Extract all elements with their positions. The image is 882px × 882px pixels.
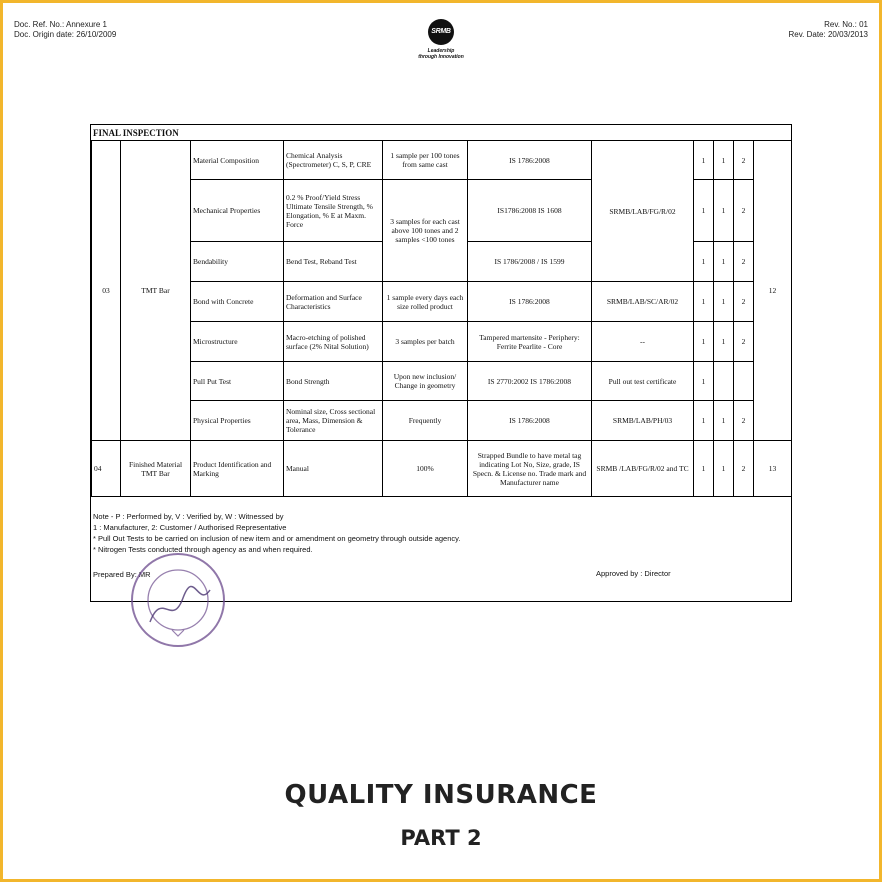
v-code: 1 xyxy=(714,401,734,441)
doc-ref-block xyxy=(14,20,116,40)
w-code: 2 xyxy=(734,441,754,497)
frequency: 1 sample every days each size rolled product xyxy=(383,282,468,322)
characteristic: Bond with Concrete xyxy=(191,282,284,322)
v-code: 1 xyxy=(714,141,734,180)
characteristic: Material Composition xyxy=(191,141,284,180)
table-row xyxy=(92,322,792,362)
note-line: * Nitrogen Tests conducted through agency as and when required. xyxy=(93,545,313,554)
acceptance: IS 1786:2008 xyxy=(468,141,592,180)
frequency: 3 samples for each cast above 100 tones and 2 samples <100 tones xyxy=(383,180,468,282)
characteristic: Pull Put Test xyxy=(191,362,284,401)
tagline-line-1: Leadership xyxy=(427,48,455,54)
method: Chemical Analysis (Spectrometer) C, S, P, CRE xyxy=(284,141,383,180)
method: Macro-etching of polished surface (2% Nital Solution) xyxy=(284,322,383,362)
approved-by: Approved by : Director xyxy=(596,569,671,578)
notes-block xyxy=(91,511,460,555)
clause-ref: 13 xyxy=(754,441,792,497)
company-stamp xyxy=(128,550,228,650)
signature-scribble xyxy=(150,586,210,622)
v-code: 1 xyxy=(714,180,734,242)
record-format: -- xyxy=(592,322,694,362)
table-row xyxy=(92,362,792,401)
footer-title: QUALITY INSURANCE xyxy=(284,780,598,810)
record-format: SRMB/LAB/FG/R/02 xyxy=(592,141,694,282)
note-line: 1 : Manufacturer, 2: Customer / Authorised Representative xyxy=(93,523,287,532)
acceptance: Strapped Bundle to have metal tag indicating Lot No, Size, grade, IS Specn. & License no. Trade mark and Manufacturer name xyxy=(468,441,592,497)
characteristic: Physical Properties xyxy=(191,401,284,441)
record-format: Pull out test certificate xyxy=(592,362,694,401)
note-line: Note - P : Performed by, V : Verified by, W : Witnessed by xyxy=(93,512,284,521)
doc-origin-date: Doc. Origin date: 26/10/2009 xyxy=(14,30,117,39)
acceptance: IS 1786/2008 / IS 1599 xyxy=(468,242,592,282)
characteristic: Product Identification and Marking xyxy=(191,441,284,497)
rev-date: Rev. Date: 20/03/2013 xyxy=(788,30,868,39)
doc-ref-no: Doc. Ref. No.: Annexure 1 xyxy=(14,20,107,29)
w-code: 2 xyxy=(734,322,754,362)
method: Bend Test, Reband Test xyxy=(284,242,383,282)
table-row xyxy=(92,282,792,322)
frequency: 3 samples per batch xyxy=(383,322,468,362)
clause-ref: 12 xyxy=(754,141,792,441)
product: Finished Material TMT Bar xyxy=(121,441,191,497)
product: TMT Bar xyxy=(121,141,191,441)
record-format: SRMB/LAB/PH/03 xyxy=(592,401,694,441)
v-code: 1 xyxy=(714,282,734,322)
serial-no: 04 xyxy=(92,441,121,497)
frequency: Frequently xyxy=(383,401,468,441)
table-row xyxy=(92,401,792,441)
srmb-logo xyxy=(411,19,471,60)
logo-disc: SRMB xyxy=(428,19,454,45)
table-row xyxy=(92,441,792,497)
acceptance: IS 2770:2002 IS 1786:2008 xyxy=(468,362,592,401)
record-format: SRMB /LAB/FG/R/02 and TC xyxy=(592,441,694,497)
w-code xyxy=(734,362,754,401)
p-code: 1 xyxy=(694,362,714,401)
revision-block xyxy=(789,20,868,40)
inspection-document xyxy=(90,124,792,602)
p-code: 1 xyxy=(694,180,714,242)
method: Bond Strength xyxy=(284,362,383,401)
p-code: 1 xyxy=(694,322,714,362)
table-row xyxy=(92,141,792,180)
p-code: 1 xyxy=(694,401,714,441)
frequency: Upon new inclusion/ Change in geometry xyxy=(383,362,468,401)
method: Nominal size, Cross sectional area, Mass, Dimension & Tolerance xyxy=(284,401,383,441)
p-code: 1 xyxy=(694,141,714,180)
record-format: SRMB/LAB/SC/AR/02 xyxy=(592,282,694,322)
tagline-line-2: through Innovation xyxy=(418,54,464,60)
w-code: 2 xyxy=(734,282,754,322)
acceptance: IS1786:2008 IS 1608 xyxy=(468,180,592,242)
acceptance: IS 1786:2008 xyxy=(468,282,592,322)
v-code: 1 xyxy=(714,242,734,282)
prepared-by: Prepared By: MR xyxy=(93,570,151,579)
characteristic: Mechanical Properties xyxy=(191,180,284,242)
characteristic: Bendability xyxy=(191,242,284,282)
v-code: 1 xyxy=(714,441,734,497)
method: Manual xyxy=(284,441,383,497)
frequency: 100% xyxy=(383,441,468,497)
v-code xyxy=(714,362,734,401)
serial-no: 03 xyxy=(92,141,121,441)
logo-tagline xyxy=(411,48,471,60)
footer-subtitle: PART 2 xyxy=(400,826,482,850)
w-code: 2 xyxy=(734,242,754,282)
section-title: FINAL INSPECTION xyxy=(93,128,179,138)
rev-no: Rev. No.: 01 xyxy=(824,20,868,29)
final-inspection-table xyxy=(91,140,792,497)
note-line: * Pull Out Tests to be carried on inclusion of new item and or amendment on geometry through outside agency. xyxy=(93,534,461,543)
method: Deformation and Surface Characteristics xyxy=(284,282,383,322)
acceptance: IS 1786:2008 xyxy=(468,401,592,441)
characteristic: Microstructure xyxy=(191,322,284,362)
acceptance: Tampered martensite - Periphery: Ferrite Pearlite - Core xyxy=(468,322,592,362)
w-code: 2 xyxy=(734,141,754,180)
v-code: 1 xyxy=(714,322,734,362)
w-code: 2 xyxy=(734,180,754,242)
p-code: 1 xyxy=(694,282,714,322)
w-code: 2 xyxy=(734,401,754,441)
method: 0.2 % Proof/Yield Stress Ultimate Tensile Strength, % Elongation, % E at Maxm. Force xyxy=(284,180,383,242)
p-code: 1 xyxy=(694,441,714,497)
p-code: 1 xyxy=(694,242,714,282)
frequency: 1 sample per 100 tones from same cast xyxy=(383,141,468,180)
